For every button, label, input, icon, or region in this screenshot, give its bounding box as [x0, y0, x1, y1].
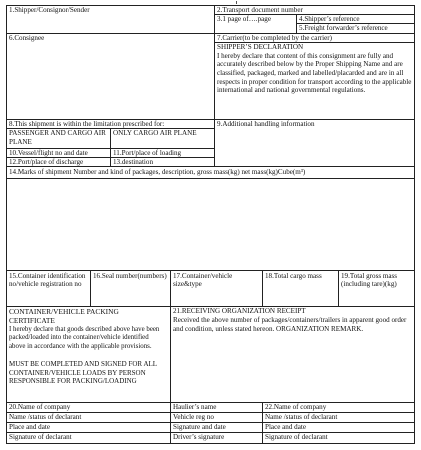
- scan-mark: [236, 1, 237, 4]
- rule-bottom-left-split: [170, 402, 171, 443]
- box8-cargo-option: ONLY CARGO AIR PLANE: [113, 129, 197, 137]
- box6-consignee-label: 6.Consignee: [9, 34, 45, 42]
- box11-loading-label: 11.Port/place of loading: [113, 149, 182, 157]
- shipper-declaration-text: I hereby declare that content of this consignment are fully and accurately described below by the Proper Shipping Name and are classified, packaged, marked and labelled/placarded and are in all respects in proper condition for transport according to the applicable international and national governmental regulations.: [217, 51, 412, 95]
- box8-passenger-option: PASSENGER AND CARGO AIR PLANE: [9, 129, 106, 146]
- rule-right: [414, 5, 415, 444]
- rule-box3-box4: [296, 14, 297, 33]
- rule-center-top: [214, 5, 215, 166]
- signature-date-label: Signature and date: [173, 423, 226, 431]
- box8-limitation-label: 8.This shipment is within the limitation prescribed for:: [9, 120, 165, 128]
- packing-certificate-title: CONTAINER/VEHICLE PACKING CERTIFICATE: [9, 307, 119, 325]
- rule-bottom-right-split: [262, 402, 263, 443]
- box4-shipper-ref-label: 4.Shipper’s reference: [299, 15, 360, 23]
- box15-container-id-label: 15.Container identification no/vehicle registration no: [9, 272, 86, 289]
- box1-shipper-label: 1.Shipper/Consignor/Sender: [9, 6, 90, 14]
- right-declarant-status-label: Name /status of declarant: [265, 413, 338, 421]
- driver-signature-label: Driver’s signature: [173, 433, 225, 441]
- box13-destination-label: 13.destination: [113, 158, 153, 166]
- left-declarant-status-label: Name /status of declarant: [9, 413, 82, 421]
- packing-certificate-text: I hereby declare that goods described above have been packed/loaded into the container/vehicle identified above in accordance with the applicable provisions.: [9, 326, 160, 350]
- box20-company-label: 20.Name of company: [9, 403, 71, 411]
- right-signature-label: Signature of declarant: [265, 433, 328, 441]
- rule-bottom: [6, 443, 414, 444]
- rule-box6-top: [6, 33, 414, 34]
- box22-company-label: 22.Name of company: [265, 403, 327, 411]
- rule-box15-box16: [90, 270, 91, 306]
- box5-forwarder-ref-label: 5.Freight forwarder’s reference: [299, 24, 388, 32]
- vehicle-reg-label: Vehicle reg no: [173, 413, 214, 421]
- box3-page-label: 3.1 page of….page: [217, 15, 271, 23]
- rule-box20-box21: [170, 306, 171, 402]
- rule-box15-top: [6, 270, 414, 271]
- rule-box17-box18: [262, 270, 263, 306]
- left-place-date-label: Place and date: [9, 423, 50, 431]
- shipper-declaration-title: SHIPPER’S DECLARATION: [217, 43, 304, 51]
- haulier-name-label: Haulier’s name: [173, 403, 217, 411]
- left-signature-label: Signature of declarant: [9, 433, 72, 441]
- box21-receipt-title: 21.RECEIVING ORGANIZATION RECEIPT: [173, 307, 306, 315]
- box18-cargo-mass-label: 18.Total cargo mass: [265, 272, 322, 280]
- box9-handling-label: 9.Additional handling information: [217, 120, 315, 128]
- box7-carrier-label: 7.Carrier(to be completed by the carrier): [217, 34, 333, 42]
- right-place-date-label: Place and date: [265, 423, 306, 431]
- rule-box16-box17: [170, 270, 171, 306]
- box2-transport-doc-label: 2.Transport document number: [217, 6, 303, 14]
- rule-box8-split: [110, 128, 111, 166]
- box12-discharge-label: 12.Port/place of discharge: [9, 158, 84, 166]
- box10-vessel-label: 10.Vessel/flight no and date: [9, 149, 88, 157]
- rule-box14-bottom: [6, 178, 414, 179]
- rule-left: [6, 5, 7, 444]
- box16-seal-label: 16.Seal number(numbers): [93, 272, 167, 280]
- box17-container-size-label: 17.Container/vehicle size&type: [173, 272, 233, 289]
- box19-gross-mass-label: 19.Total gross mass (including tare)(kg): [341, 272, 398, 289]
- packing-certificate-instruction: MUST BE COMPLETED AND SIGNED FOR ALL CONTAINER/VEHICLE LOADS BY PERSON RESPONSIBLE FOR PACKING/LOADING: [9, 360, 157, 385]
- box14-marks-label: 14.Marks of shipment Number and kind of packages, description, gross mass(kg) net mass(kg)Cube(m³): [9, 168, 306, 176]
- box21-receipt-text: Received the above number of packages/containers/trailers in apparent good order and condition, unless stated hereon. ORGANIZATION REMARK.: [173, 316, 407, 333]
- rule-box18-box19: [338, 270, 339, 306]
